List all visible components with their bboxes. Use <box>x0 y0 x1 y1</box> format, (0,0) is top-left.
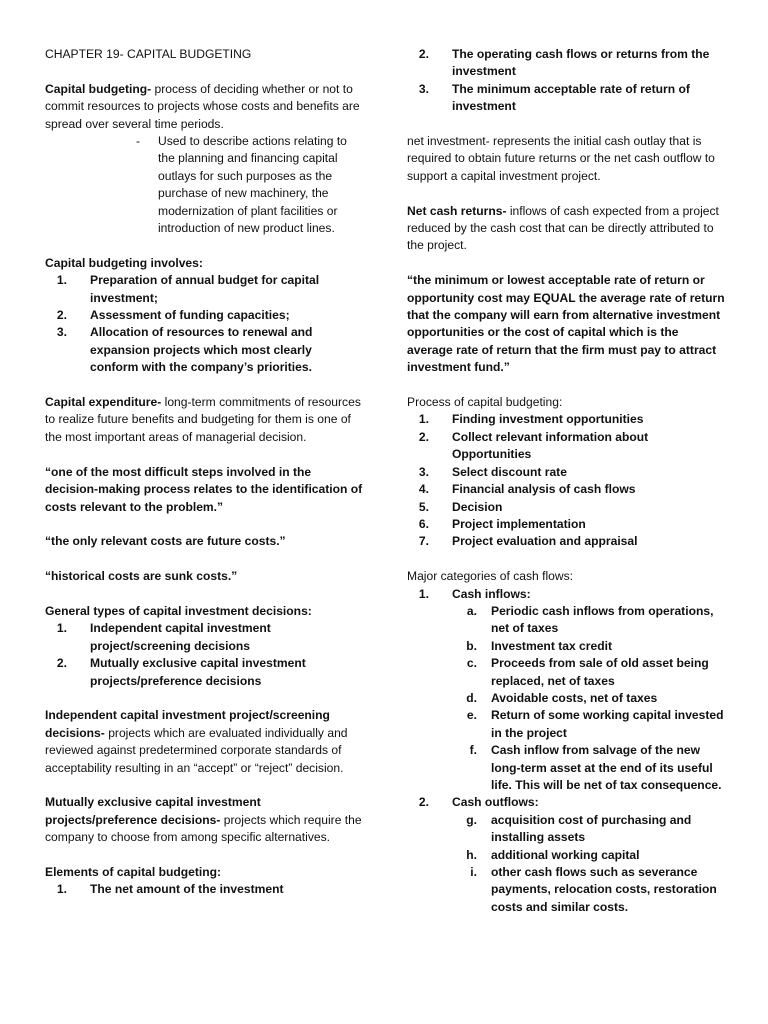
sub-list-item <box>407 847 727 864</box>
item-number: 2. <box>418 429 429 444</box>
item-text: The minimum acceptable rate of return of investment <box>452 81 690 114</box>
item-text: The operating cash flows or returns from the investment <box>452 47 710 79</box>
list-item <box>45 324 363 376</box>
item-text: Cash inflows: <box>452 586 531 601</box>
item-number: 2. <box>56 308 67 323</box>
involves-list <box>45 272 363 376</box>
item-text: Preparation of annual budget for capital investment; <box>90 273 320 305</box>
sub-list-item <box>407 864 727 916</box>
sub-list-item <box>407 742 727 794</box>
general-types-heading: General types of capital investment decisions: <box>45 603 312 618</box>
definition-text: projects which are evaluated individually and reviewed against predetermined corporate standards of acceptability resulting in an “accept” or “reject” decision. <box>45 725 348 775</box>
definition-term: Net cash returns- <box>407 203 507 218</box>
item-letter: i. <box>470 865 477 880</box>
item-letter: h. <box>466 847 477 862</box>
item-text: Financial analysis of cash flows <box>452 482 636 497</box>
item-text: Select discount rate <box>452 464 567 479</box>
item-text: Collect relevant information about Opportunities <box>452 429 649 462</box>
capital-budgeting-definition <box>45 81 363 133</box>
mutually-exclusive-definition <box>45 794 363 846</box>
definition-text: projects which require the company to choose from among specific alternatives. <box>45 812 362 845</box>
cash-inflows-list <box>407 603 727 794</box>
cash-outflows-item <box>407 794 727 811</box>
cash-inflows-item <box>407 586 727 603</box>
item-number: 3. <box>418 464 429 479</box>
item-number: 6. <box>418 516 429 531</box>
item-text: Proceeds from sale of old asset being replaced, net of taxes <box>491 656 709 688</box>
quote-minimum-rate-of-return: “the minimum or lowest acceptable rate of return or opportunity cost may EQUAL the average rate of return that the company will earn from alternative investment opportunities or the cost of capital which is the average rate of return that the firm must pay to attract investment fund.” <box>407 273 725 375</box>
sub-list-item <box>407 638 727 655</box>
item-letter: a. <box>466 603 477 618</box>
item-number: 2. <box>418 795 429 810</box>
item-number: 1. <box>56 882 67 897</box>
net-investment-definition <box>407 133 727 185</box>
net-cash-returns-definition <box>407 203 727 255</box>
cash-outflows-list <box>407 812 727 916</box>
item-text: Return of some working capital invested in the project <box>491 708 724 740</box>
list-item <box>45 655 363 690</box>
left-column <box>45 46 363 899</box>
definition-term: Independent capital investment project/screening decisions- <box>45 708 330 740</box>
process-list <box>407 411 727 550</box>
elements-heading: Elements of capital budgeting: <box>45 864 222 879</box>
item-letter: g. <box>466 812 477 827</box>
item-number: 1. <box>418 586 429 601</box>
item-text: Cash outflows: <box>452 795 539 810</box>
item-letter: e. <box>466 708 477 723</box>
process-heading: Process of capital budgeting: <box>407 395 563 410</box>
item-number: 3. <box>418 81 429 96</box>
capex-definition <box>45 394 363 446</box>
item-letter: c. <box>466 656 477 671</box>
quote-sunk-costs: “historical costs are sunk costs.” <box>45 569 238 584</box>
bullet-dash: - <box>135 134 140 149</box>
item-text: Project implementation <box>452 516 586 531</box>
list-item <box>407 516 727 533</box>
sub-list-item <box>407 707 727 742</box>
sub-list-item <box>407 690 727 707</box>
item-text: additional working capital <box>491 847 640 862</box>
item-text: Periodic cash inflows from operations, net of taxes <box>491 603 714 636</box>
list-item <box>407 533 727 550</box>
list-item <box>407 81 727 116</box>
sub-list-item <box>407 603 727 638</box>
definition-text: process of deciding whether or not to commit resources to projects whose costs and benefits are spread over several time periods. <box>45 81 360 131</box>
list-item <box>407 46 727 81</box>
list-item <box>45 881 363 898</box>
list-item <box>407 429 727 464</box>
definition-bullet <box>45 133 363 237</box>
involves-heading: Capital budgeting involves: <box>45 255 203 270</box>
item-text: Finding investment opportunities <box>452 412 644 427</box>
right-column <box>407 46 727 916</box>
item-text: Project evaluation and appraisal <box>452 534 638 549</box>
list-item <box>45 307 363 324</box>
item-number: 2. <box>418 47 429 61</box>
definition-term: net investment- <box>407 134 490 149</box>
list-item <box>407 464 727 481</box>
list-item <box>407 481 727 498</box>
list-item <box>45 620 363 655</box>
item-letter: b. <box>466 638 477 653</box>
definition-text: represents the initial cash outlay that is required to obtain future returns or the net cash outflow to support a capital investment project. <box>407 134 715 183</box>
general-types-list <box>45 620 363 690</box>
item-text: Cash inflow from salvage of the new long-term asset at the end of its useful life. This will be net of tax consequence. <box>491 743 722 792</box>
sub-list-item <box>407 655 727 690</box>
item-number: 1. <box>418 412 429 427</box>
list-item <box>407 499 727 516</box>
item-number: 7. <box>418 534 429 549</box>
item-letter: f. <box>469 743 477 758</box>
item-text: Mutually exclusive capital investment projects/preference decisions <box>90 656 306 688</box>
item-text: Allocation of resources to renewal and expansion projects which most clearly conform with the company’s priorities. <box>90 325 313 375</box>
item-number: 1. <box>56 621 67 636</box>
quote-future-costs: “the only relevant costs are future costs.” <box>45 534 286 549</box>
cash-flows-heading: Major categories of cash flows: <box>407 569 574 584</box>
item-text: acquisition cost of purchasing and installing assets <box>491 812 692 845</box>
item-text: The net amount of the investment <box>90 882 284 897</box>
chapter-title: CHAPTER 19- CAPITAL BUDGETING <box>45 47 252 61</box>
sub-list-item <box>407 812 727 847</box>
quote-relevant-costs-identification: “one of the most difficult steps involved in the decision-making process relates to the identification of costs relevant to the problem.” <box>45 464 363 514</box>
item-text: Decision <box>452 499 503 514</box>
definition-term: Capital budgeting- <box>45 81 152 96</box>
definition-term: Mutually exclusive capital investment projects/preference decisions- <box>45 795 261 827</box>
item-text: Investment tax credit <box>491 638 612 653</box>
definition-term: Capital expenditure- <box>45 395 162 410</box>
independent-decisions-definition <box>45 707 363 777</box>
list-item <box>45 272 363 307</box>
item-text: Assessment of funding capacities; <box>90 308 290 323</box>
item-number: 1. <box>56 273 67 288</box>
item-text: Independent capital investment project/screening decisions <box>90 621 271 653</box>
definition-text: long-term commitments of resources to realize future benefits and budgeting for them is one of the most important areas of managerial decision. <box>45 395 361 444</box>
definition-text: inflows of cash expected from a project reduced by the cash cost that can be directly attributed to the project. <box>407 203 719 253</box>
item-number: 2. <box>56 656 67 671</box>
bullet-text: Used to describe actions relating to the planning and financing capital outlays for such purposes as the purchase of new machinery, the modernization of plant facilities or introduction of new product lines. <box>158 134 347 236</box>
list-item <box>407 411 727 428</box>
item-text: other cash flows such as severance payments, relocation costs, restoration costs and similar costs. <box>491 865 717 914</box>
item-number: 5. <box>418 499 429 514</box>
item-text: Avoidable costs, net of taxes <box>491 690 658 705</box>
item-number: 4. <box>418 482 429 497</box>
item-number: 3. <box>56 325 67 340</box>
item-letter: d. <box>466 690 477 705</box>
